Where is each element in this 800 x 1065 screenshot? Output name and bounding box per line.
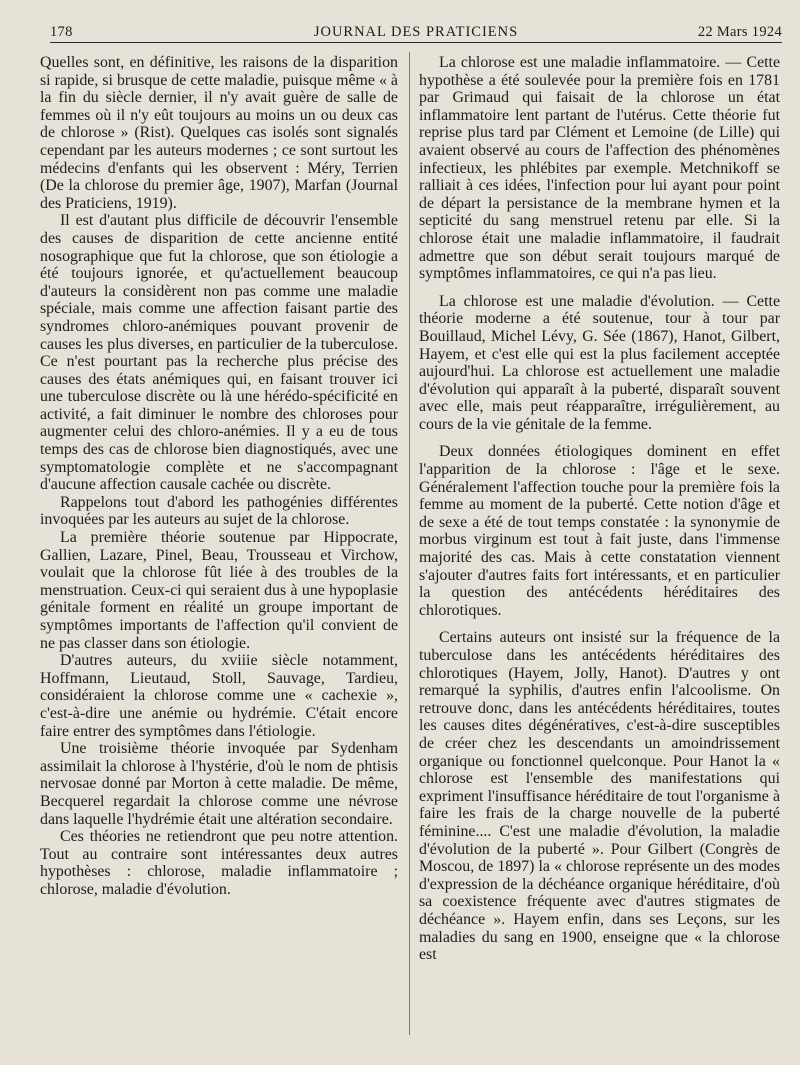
header-rule [50,42,782,43]
page-number: 178 [50,24,73,40]
right-column [419,54,780,1055]
paragraph: D'autres auteurs, du xviiie siècle notamment, Hoffmann, Lieutaud, Stoll, Sauvage, Tardieu, considéraient la chlorose comme une « cachexie », c'est-à-dire une anémie ou hydrémie. C'était encore faire entrer des symptômes dans l'étiologie. [40,652,398,740]
paragraph: Deux données étiologiques dominent en effet l'apparition de la chlorose : l'âge et le sexe. Généralement l'affection touche pour la première fois la femme au moment de la puberté. Cette notion d'âge et de sexe a été de tout temps constatée : la synonymie de morbus virginum est tout à fait juste, dans l'immense majorité des cas. Mais à cette constatation viennent s'ajouter d'autres faits fort intéressants, et en particulier la question des antécédents héréditaires des chlorotiques. [419,443,780,619]
column-divider [409,52,410,1035]
left-column [40,54,398,1055]
paragraph: La première théorie soutenue par Hippocrate, Gallien, Lazare, Pinel, Beau, Trousseau et Virchow, voulait que la chlorose fût liée à des troubles de la menstruation. Ceux-ci qui seraient dus à une hypoplasie génitale forment en réalité un groupe important de symptômes importants de l'affection qu'il convient de ne pas classer dans son étiologie. [40,529,398,652]
issue-date: 22 Mars 1924 [697,24,782,40]
paragraph: Une troisième théorie invoquée par Sydenham assimilait la chlorose à l'hystérie, d'où le nom de phtisis nervosae donné par Morton à cette maladie. De même, Becquerel regardait la chlorose comme une névrose dans laquelle l'hydrémie était une altération secondaire. [40,740,398,828]
paragraph: La chlorose est une maladie d'évolution. — Cette théorie moderne a été soutenue, tour à tour par Bouillaud, Michel Lévy, G. Sée (1867), Hanot, Gilbert, Hayem, et c'est elle qui est la plus facilement acceptée aujourd'hui. La chlorose est actuellement une maladie d'évolution qui apparaît à la puberté, disparaît souvent avec elle, mais peut réapparaître, irrégulièrement, au cours de la vie génitale de la femme. [419,292,780,433]
journal-title: JOURNAL DES PRATICIENS [313,24,519,40]
paragraph: Rappelons tout d'abord les pathogénies différentes invoquées par les auteurs au sujet de la chlorose. [40,493,398,529]
paragraph: Quelles sont, en définitive, les raisons de la disparition si rapide, si brusque de cette maladie, puisque même « à la fin du siècle dernier, il n'y avait guère de salle de femmes où il n'y eût toujours au moins un ou deux cas de chlorose » (Rist). Quelques cas isolés sont signalés cependant par les auteurs modernes ; ce sont surtout les médecins d'enfants qui les observent : Méry, Terrien (De la chlorose du premier âge, 1907), Marfan (Journal des Praticiens, 1919). [40,54,398,212]
paragraph: La chlorose est une maladie inflammatoire. — Cette hypothèse a été soulevée pour la première fois en 1781 par Grimaud qui faisait de la chlorose un état inflammatoire lent partant de l'utérus. Cette théorie fut reprise plus tard par Clément et Lemoine (de Lille) qui avaient observé au cours de l'affection des phénomènes infectieux, les phlébites par exemple. Metchnikoff se ralliait à ces idées, l'infection pour lui ayant pour point de départ la persistance de la membrane hymen et la septicité du sang menstruel retenu par elle. Si la chlorose était une maladie inflammatoire, il faudrait admettre que son début serait toujours marqué de symptômes inflammatoires, ce qui n'a pas lieu. [419,54,780,283]
paragraph: Certains auteurs ont insisté sur la fréquence de la tuberculose dans les antécédents héréditaires des chlorotiques (Hayem, Jolly, Hanot). D'autres y ont remarqué la syphilis, d'autres enfin l'alcoolisme. On retrouve donc, dans les antécédents héréditaires, toutes les causes dites dégénératives, c'est-à-dire susceptibles de créer chez les descendants un amoindrissement organique ou fonctionnel quelconque. Pour Hanot la « chlorose est l'ensemble des manifestations qui expriment l'insuffisance héréditaire de tout l'organisme à faire les frais de la charge nouvelle de la puberté féminine.... C'est une maladie d'évolution, la maladie d'évolution de la puberté ». Pour Gilbert (Congrès de Moscou, de 1897) la « chlorose représente un des modes d'expression de la déchéance organique héréditaire, d'où sa coexistence fréquente avec d'autres stigmates de déchéance ». Hayem enfin, dans ses Leçons, sur les maladies du sang en 1900, enseigne que « la chlorose est [419,629,780,964]
paragraph: Il est d'autant plus difficile de découvrir l'ensemble des causes de disparition de cette ancienne entité nosographique que fut la chlorose, que son étiologie a été toujours ignorée, et qu'actuellement beaucoup d'auteurs la considèrent non pas comme une maladie spéciale, mais comme une affection faisant partie des syndromes chloro-anémiques pouvant provenir de causes les plus diverses, en particulier de la tuberculose. Ce n'est pourtant pas la recherche plus précise des causes des états anémiques qui, en faisant trouver ici une tuberculose discrète ou là une hérédo-spécificité en activité, a fait diminuer le nombre des chloroses pour augmenter celui des chloro-anémies. Il y a eu de tous temps des cas de chlorose bien diagnostiqués, avec une symptomatologie complète et ne s'accompagnant d'aucune affection causale cachée ou discrète. [40,212,398,494]
paragraph: Ces théories ne retiendront que peu notre attention. Tout au contraire sont intéressantes deux autres hypothèses : chlorose, maladie inflammatoire ; chlorose, maladie d'évolution. [40,828,398,898]
